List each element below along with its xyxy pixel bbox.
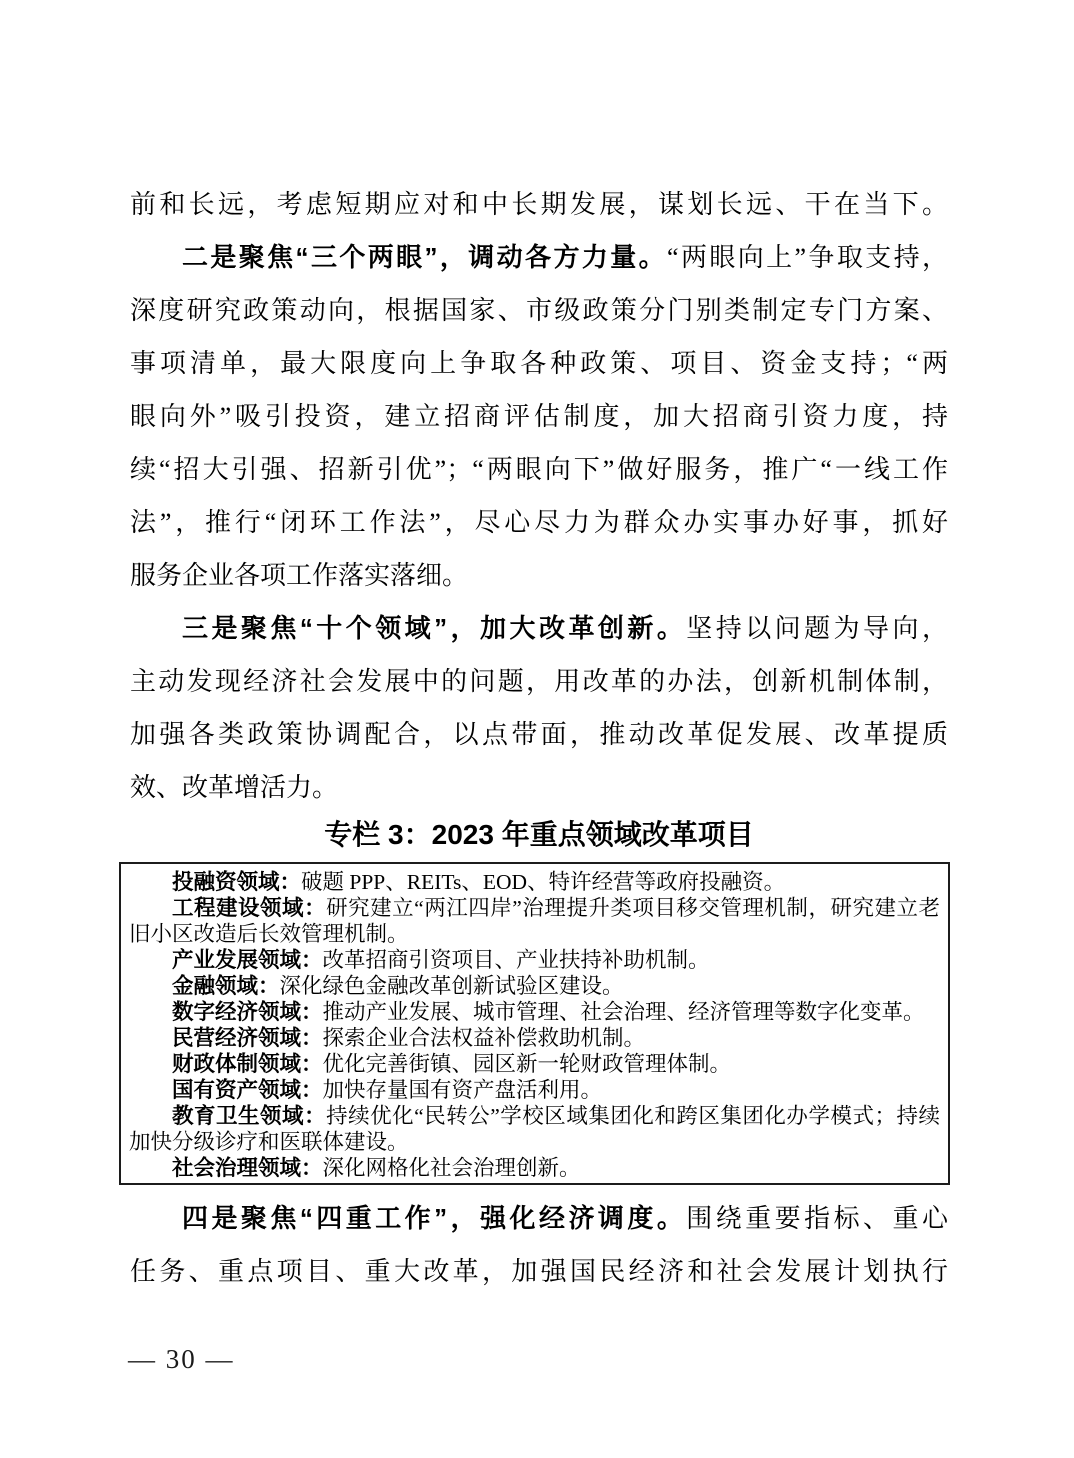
body-line: [130, 337, 948, 390]
paragraph-text: 围绕重要指标、重心: [686, 1204, 948, 1233]
box-item: [129, 999, 940, 1025]
body-line: [130, 443, 948, 496]
page-footer: [128, 1342, 235, 1376]
box-item-text: 破题 PPP、REITs、EOD、特许经营等政府投融资。: [301, 870, 786, 894]
paragraph-text: 坚持以问题为导向，: [686, 614, 948, 643]
box-item-text: 优化完善街镇、园区新一轮财政管理体制。: [322, 1052, 732, 1076]
box-item: [129, 1051, 940, 1077]
paragraph-lead-text: 四是聚焦“四重工作”，强化经济调度。: [182, 1203, 687, 1233]
paragraph-text: 效、改革增活力。: [130, 773, 339, 802]
body-line: [130, 390, 948, 443]
box-item-label: 民营经济领域：: [172, 1026, 323, 1050]
box-item-label: 金融领域：: [172, 974, 280, 998]
body-line: [130, 178, 948, 231]
box-item: [129, 1077, 940, 1103]
box-item: [129, 1155, 940, 1181]
box-item-label: 教育卫生领域：: [172, 1104, 327, 1128]
box-item-label: 工程建设领域：: [172, 896, 327, 920]
box-item: [129, 1025, 940, 1051]
paragraph-text: 续“招大引强、招新引优”；“两眼向下”做好服务，推广“一线工作: [130, 455, 948, 484]
paragraph-text: 任务、重点项目、重大改革，加强国民经济和社会发展计划执行: [130, 1257, 948, 1286]
body-line: [130, 231, 948, 284]
box-item-text: 加快存量国有资产盘活利用。: [322, 1078, 603, 1102]
paragraph-lead-text: 三是聚焦“十个领域”，加大改革创新。: [182, 613, 687, 643]
body-line: [130, 708, 948, 761]
box-item-label: 国有资产领域：: [172, 1078, 323, 1102]
box-item: [129, 895, 940, 947]
paragraph-text: 深度研究政策动向，根据国家、市级政策分门别类制定专门方案、: [130, 296, 948, 325]
paragraph-text: 主动发现经济社会发展中的问题，用改革的办法，创新机制体制，: [130, 667, 948, 696]
body-line: [130, 549, 948, 602]
paragraph-text: “两眼向上”争取支持，: [667, 243, 948, 272]
box-item: [129, 1103, 940, 1155]
paragraph-text: 加强各类政策协调配合，以点带面，推动改革促发展、改革提质: [130, 720, 948, 749]
box-item-text: 探索企业合法权益补偿救助机制。: [322, 1026, 646, 1050]
paragraph-text: 法”，推行“闭环工作法”，尽心尽力为群众办实事办好事，抓好: [130, 508, 948, 537]
paragraph-text: 服务企业各项工作落实落细。: [130, 561, 469, 590]
closing-paragraph: [130, 1192, 948, 1298]
page-number: — 30 —: [128, 1344, 235, 1374]
body-line: [130, 496, 948, 549]
box-item: [129, 947, 940, 973]
box-item-label: 投融资领域：: [172, 870, 302, 894]
box-item-text: 研究建立“两江四岸”治理提升类项目移交管理机制，研究建立老旧小区改造后长效管理机制。: [129, 896, 940, 946]
paragraph-text: 事项清单，最大限度向上争取各种政策、项目、资金支持；“两: [130, 349, 948, 378]
paragraph-lead-text: 二是聚焦“三个两眼”，调动各方力量。: [182, 242, 668, 272]
box-item-label: 财政体制领域：: [172, 1052, 323, 1076]
box-item-label: 数字经济领域：: [172, 1000, 323, 1024]
body-line: [130, 1192, 948, 1245]
paragraph-text: 前和长远，考虑短期应对和中长期发展，谋划长远、干在当下。: [130, 190, 948, 219]
box-item-text: 深化绿色金融改革创新试验区建设。: [279, 974, 624, 998]
body-line: [130, 602, 948, 655]
box-item-text: 推动产业发展、城市管理、社会治理、经济管理等数字化变革。: [322, 1000, 925, 1024]
box-item: [129, 869, 940, 895]
body-line: [130, 761, 948, 814]
box-item-text: 持续优化“民转公”学校区域集团化和跨区集团化办学模式；持续加快分级诊疗和医联体建设。: [129, 1104, 940, 1154]
box-item-text: 改革招商引资项目、产业扶持补助机制。: [322, 948, 710, 972]
box-item: [129, 973, 940, 999]
body-line: [130, 284, 948, 337]
body-line: [130, 655, 948, 708]
box-item-label: 产业发展领域：: [172, 948, 323, 972]
body-text: [130, 178, 948, 814]
reform-projects-box: [119, 862, 950, 1185]
box-item-text: 深化网格化社会治理创新。: [322, 1156, 581, 1180]
box-title: 专栏 3：2023 年重点领域改革项目: [324, 819, 754, 850]
body-line: [130, 1245, 948, 1298]
paragraph-text: 眼向外”吸引投资，建立招商评估制度，加大招商引资力度，持: [130, 402, 948, 431]
box-item-label: 社会治理领域：: [172, 1156, 323, 1180]
